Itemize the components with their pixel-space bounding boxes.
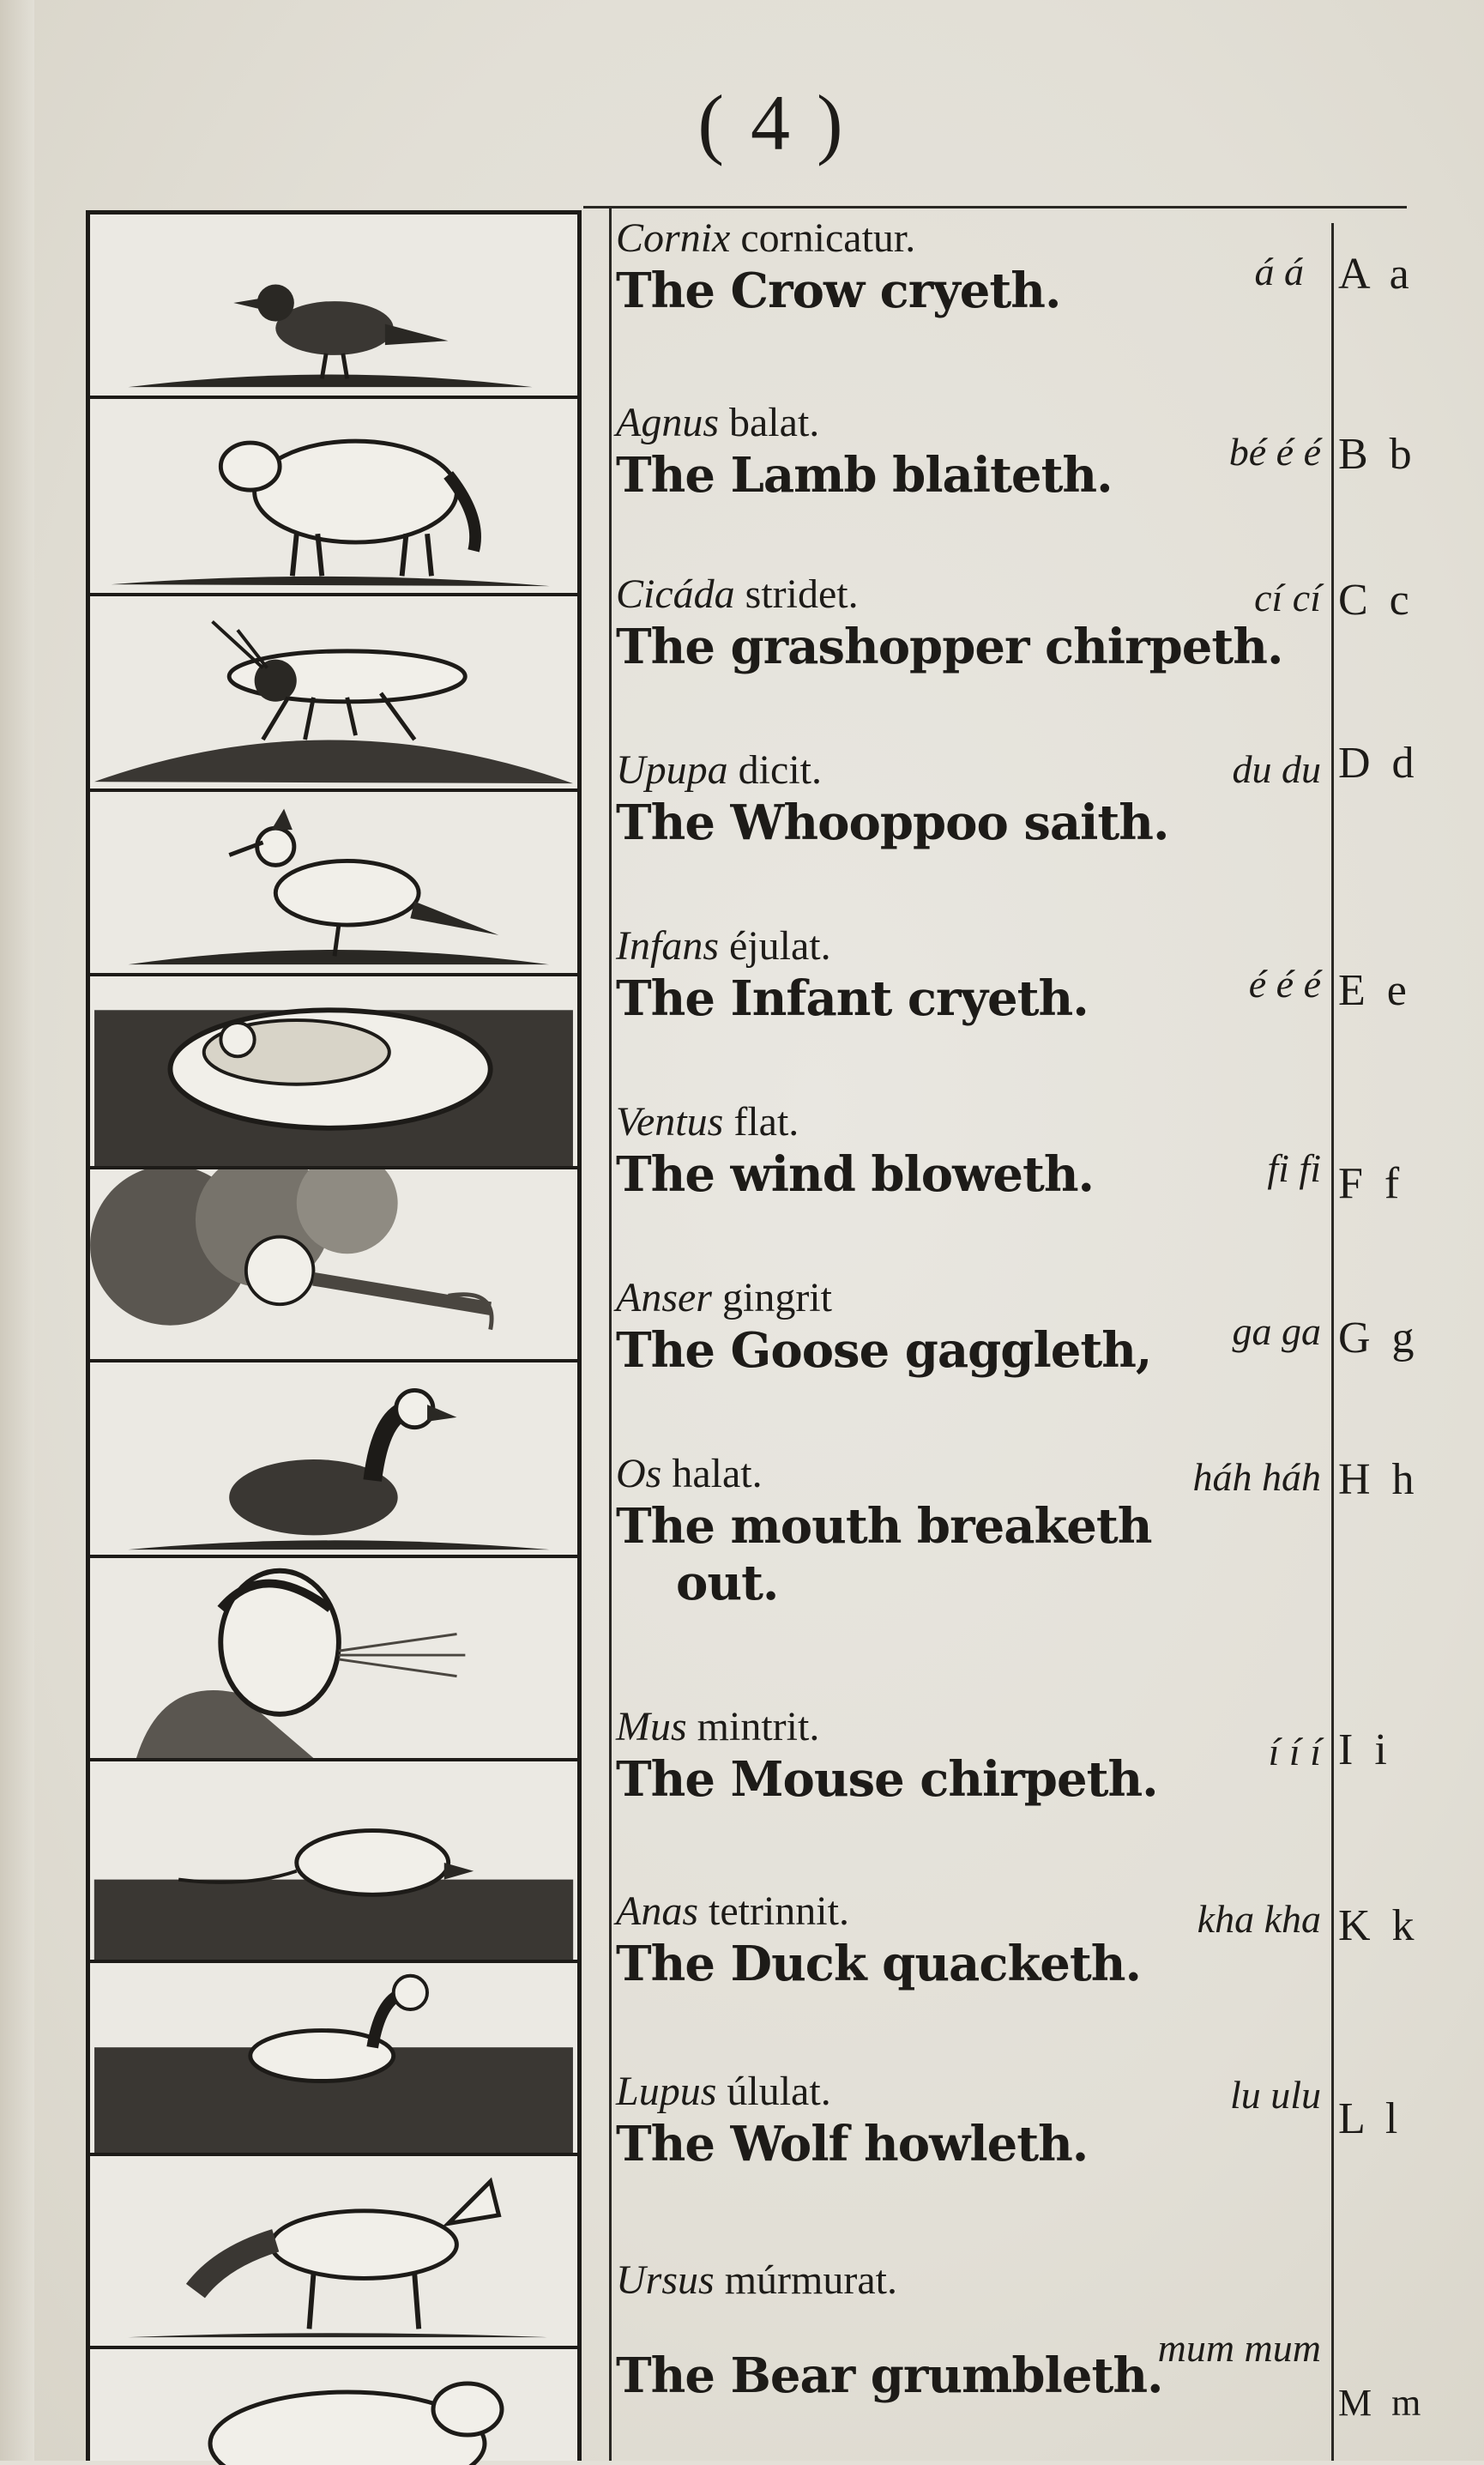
latin-line: Infans éjulat. — [616, 923, 831, 969]
english-line: The mouth breaketh — [616, 1498, 1152, 1555]
mouse-woodcut — [90, 1761, 577, 1963]
sound-syllables: á á — [1254, 250, 1304, 293]
header-rule — [583, 206, 1407, 208]
hoopoe-woodcut — [90, 792, 577, 976]
english-line: The Goose gaggleth, — [616, 1322, 1152, 1379]
page-number: ( 4 ) — [697, 79, 847, 166]
sound-syllables: é é é — [1248, 962, 1321, 1006]
english-line: The Bear grumbleth. — [616, 2347, 1163, 2404]
latin-line: Cicáda stridet. — [616, 571, 859, 617]
latin-line: Agnus balat. — [616, 400, 820, 445]
goose-woodcut — [90, 1362, 577, 1558]
alphabet-letter: M m — [1338, 2382, 1427, 2424]
sound-syllables: í í í — [1268, 1730, 1321, 1773]
alphabet-letter: I i — [1338, 1725, 1392, 1774]
alphabet-letter: B b — [1338, 430, 1417, 479]
crow-woodcut — [90, 214, 577, 399]
mouth-woodcut — [90, 1558, 577, 1761]
alphabet-letter: G g — [1338, 1314, 1420, 1362]
sound-syllables: ga ga — [1232, 1309, 1321, 1353]
latin-line: Upupa dicit. — [616, 747, 822, 793]
latin-line: Mus mintrit. — [616, 1704, 820, 1749]
alphabet-letter: L l — [1338, 2094, 1403, 2143]
english-line: The Infant cryeth. — [616, 970, 1089, 1027]
latin-line: Ventus flat. — [616, 1099, 799, 1145]
sound-syllables: lu ulu — [1229, 2073, 1321, 2117]
alphabet-letter: A a — [1338, 250, 1415, 299]
wolf-woodcut — [90, 2156, 577, 2349]
alphabet-letter: H h — [1338, 1455, 1420, 1504]
alphabet-letter: C c — [1338, 576, 1415, 625]
sound-syllables: cí cí — [1254, 576, 1321, 619]
alphabet-letter: F f — [1338, 1159, 1405, 1208]
sound-syllables: háh háh — [1192, 1455, 1321, 1499]
english-line: The Whooppoo saith. — [616, 794, 1169, 851]
sound-syllables: du du — [1232, 747, 1321, 791]
sound-syllables: fi fi — [1267, 1146, 1321, 1190]
sound-syllables: bé é é — [1228, 430, 1321, 474]
english-line: The Mouse chirpeth. — [616, 1751, 1158, 1808]
english-line: The wind bloweth. — [616, 1146, 1095, 1203]
english-line: The Wolf howleth. — [616, 2116, 1089, 2172]
latin-line: Anser gingrit — [616, 1275, 832, 1320]
english-line: The Crow cryeth. — [616, 263, 1061, 319]
sound-syllables: mum mum — [1157, 2326, 1321, 2370]
wind-woodcut — [90, 1169, 577, 1362]
grasshopper-woodcut — [90, 596, 577, 792]
english-line: The Duck quacketh. — [616, 1936, 1141, 1992]
english-line: The grashopper chirpeth. — [616, 619, 1283, 675]
latin-line: Lupus úlulat. — [616, 2069, 831, 2114]
lamb-woodcut — [90, 399, 577, 596]
duck-woodcut — [90, 1963, 577, 2156]
english-line: The Lamb blaiteth. — [616, 447, 1113, 504]
alphabet-letter: K k — [1338, 1901, 1420, 1950]
page-gutter — [0, 0, 34, 2461]
latin-line: Cornix cornicatur. — [616, 215, 916, 261]
woodcut-column — [86, 210, 582, 2461]
bear-woodcut — [90, 2349, 577, 2465]
infant-woodcut — [90, 976, 577, 1169]
column-rule — [609, 208, 612, 2461]
latin-line: Os halat. — [616, 1451, 763, 1496]
latin-line: Anas tetrinnit. — [616, 1888, 849, 1934]
alphabet-letter: D d — [1338, 739, 1420, 788]
sound-syllables: kha kha — [1197, 1897, 1321, 1941]
english-line-continued: out. — [676, 1555, 779, 1611]
letter-column-rule — [1331, 223, 1334, 2461]
latin-line: Ursus múrmurat. — [616, 2257, 897, 2303]
alphabet-letter: E e — [1338, 966, 1412, 1015]
